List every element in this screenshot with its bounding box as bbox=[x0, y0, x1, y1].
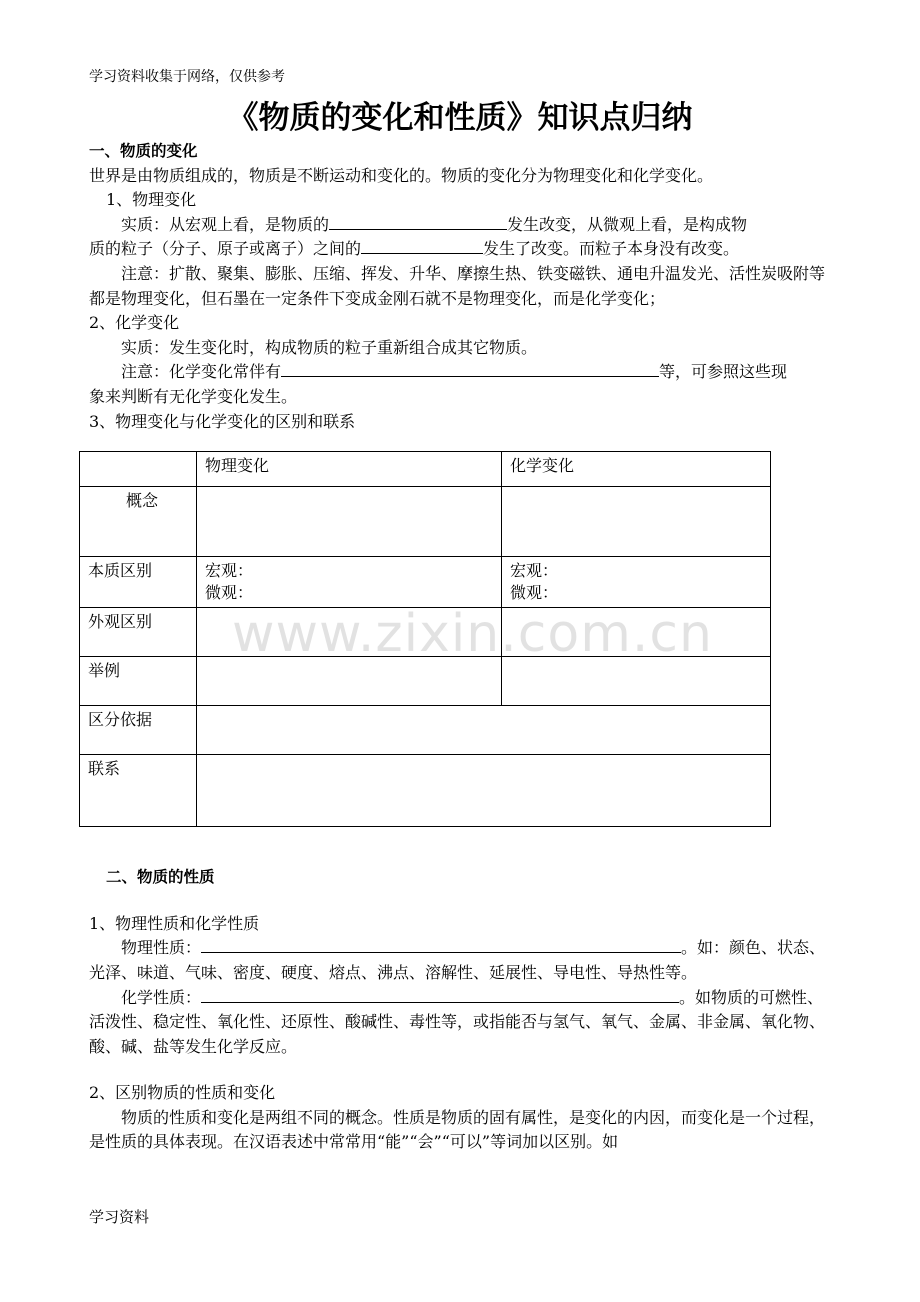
essence-text-a: 实质：从宏观上看，是物质的 bbox=[121, 214, 330, 234]
subheading-comparison: 3、物理变化与化学变化的区别和联系 bbox=[89, 411, 356, 431]
physical-property-examples-b: 光泽、味道、气味、密度、硬度、熔点、沸点、溶解性、延展性、导电性、导热性等。 bbox=[89, 962, 698, 982]
essence-text-d: 发生了改变。而粒子本身没有改变。 bbox=[483, 239, 740, 259]
micro-label: 微观： bbox=[205, 583, 254, 603]
essence-text-b: 发生改变，从微观上看，是构成物 bbox=[507, 214, 748, 234]
document-body bbox=[89, 139, 835, 1155]
table-cell[interactable] bbox=[197, 657, 502, 706]
note-text-a: 注意：化学变化常伴有 bbox=[121, 362, 282, 382]
row-label-essence: 本质区别 bbox=[80, 557, 197, 608]
table-cell bbox=[80, 452, 197, 487]
page-header: 学习资料收集于网络，仅供参考 bbox=[89, 69, 285, 85]
physical-property-examples-a: 。如：颜色、状态、 bbox=[681, 938, 826, 958]
chemical-property-line bbox=[89, 986, 835, 1060]
fill-blank[interactable] bbox=[361, 238, 483, 254]
subheading-physical-change: 1、物理变化 bbox=[106, 190, 197, 210]
note-text-c: 象来判断有无化学变化发生。 bbox=[89, 386, 298, 406]
physical-change-note: 注意：扩散、聚集、膨胀、压缩、挥发、升华、摩擦生热、铁变磁铁、通电升温发光、活性炭吸附等都是物理变化，但石墨在一定条件下变成金刚石就不是物理变化，而是化学变化； bbox=[89, 263, 826, 308]
intro-paragraph: 世界是由物质组成的，物质是不断运动和变化的。物质的变化分为物理变化和化学变化。 bbox=[89, 165, 714, 185]
table-cell[interactable] bbox=[502, 657, 771, 706]
chemical-property-examples-a: 。如物质的可燃性、 bbox=[679, 987, 824, 1007]
subheading-chemical-change: 2、化学变化 bbox=[89, 313, 180, 333]
fill-blank[interactable] bbox=[329, 214, 507, 230]
row-label-concept: 概念 bbox=[80, 487, 197, 557]
physical-property-line bbox=[89, 936, 835, 985]
fill-blank[interactable] bbox=[201, 937, 681, 953]
section-heading-changes: 一、物质的变化 bbox=[89, 142, 198, 160]
watermark: www.zixin.com.cn bbox=[232, 604, 713, 664]
column-header-chemical: 化学变化 bbox=[502, 452, 771, 487]
comparison-table bbox=[79, 451, 771, 827]
table-row bbox=[80, 657, 771, 706]
micro-label: 微观： bbox=[510, 583, 559, 603]
row-label-basis: 区分依据 bbox=[80, 706, 197, 755]
fill-blank[interactable] bbox=[201, 987, 679, 1003]
table-cell[interactable] bbox=[197, 706, 771, 755]
table-cell[interactable] bbox=[502, 557, 771, 608]
note-text-b: 等，可参照这些现 bbox=[659, 362, 788, 382]
row-label-relation: 联系 bbox=[80, 755, 197, 827]
chemical-property-label: 化学性质： bbox=[121, 987, 202, 1007]
subheading-distinguish: 2、区别物质的性质和变化 bbox=[89, 1083, 276, 1103]
physical-change-essence bbox=[89, 213, 835, 262]
physical-property-label: 物理性质： bbox=[121, 938, 202, 958]
table-row bbox=[80, 452, 771, 487]
table-cell[interactable] bbox=[197, 755, 771, 827]
table-row bbox=[80, 608, 771, 657]
macro-label: 宏观： bbox=[510, 561, 559, 581]
column-header-physical: 物理变化 bbox=[197, 452, 502, 487]
row-label-example: 举例 bbox=[80, 657, 197, 706]
table-row bbox=[80, 755, 771, 827]
table-cell[interactable] bbox=[502, 487, 771, 557]
subheading-properties: 1、物理性质和化学性质 bbox=[89, 913, 260, 933]
distinguish-paragraph: 物质的性质和变化是两组不同的概念。性质是物质的固有属性，是变化的内因，而变化是一个过程，是性质的具体表现。在汉语表述中常常用“能”“会”“可以”等词加以区别。如 bbox=[89, 1107, 826, 1152]
table-cell[interactable] bbox=[197, 557, 502, 608]
chemical-change-essence: 实质：发生变化时，构成物质的粒子重新组合成其它物质。 bbox=[121, 337, 538, 357]
page-title: 《物质的变化和性质》知识点归纳 bbox=[227, 100, 693, 136]
fill-blank[interactable] bbox=[281, 361, 659, 377]
section-heading-properties: 二、物质的性质 bbox=[106, 868, 215, 887]
table-cell[interactable] bbox=[197, 608, 502, 657]
table-cell[interactable] bbox=[197, 487, 502, 557]
table-row bbox=[80, 706, 771, 755]
table-cell[interactable] bbox=[502, 608, 771, 657]
table-row bbox=[80, 487, 771, 557]
chemical-change-note bbox=[89, 360, 835, 409]
essence-text-c: 质的粒子（分子、原子或离子）之间的 bbox=[89, 239, 362, 259]
chemical-property-examples-b: 活泼性、稳定性、氧化性、还原性、酸碱性、毒性等，或指能否与氢气、氧气、金属、非金属、氧化物、酸、碱、盐等发生化学反应。 bbox=[89, 1012, 826, 1056]
page-footer: 学习资料 bbox=[89, 1208, 150, 1226]
table-row bbox=[80, 557, 771, 608]
row-label-appearance: 外观区别 bbox=[80, 608, 197, 657]
macro-label: 宏观： bbox=[205, 561, 254, 581]
